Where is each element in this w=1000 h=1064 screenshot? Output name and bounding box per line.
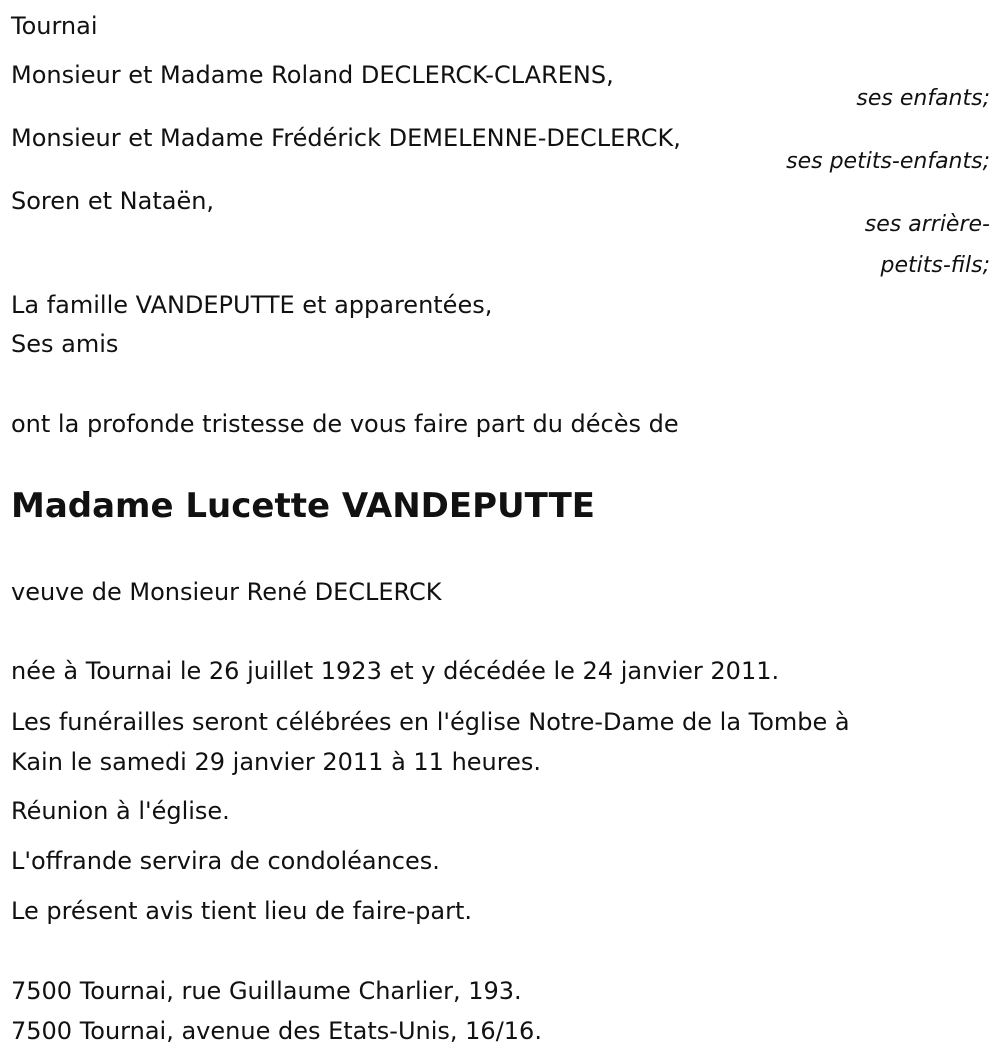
family-member-great-grandchildren: Soren et Nataën, xyxy=(11,187,215,215)
funeral-details-line1: Les funérailles seront célébrées en l'église Notre-Dame de la Tombe à xyxy=(11,708,850,736)
widow-of: veuve de Monsieur René DECLERCK xyxy=(11,578,442,606)
family-extended: La famille VANDEPUTTE et apparentées, xyxy=(11,291,493,319)
family-member-grandchildren: Monsieur et Madame Frédérick DEMELENNE-DECLERCK, xyxy=(11,124,681,152)
offering-note: L'offrande servira de condoléances. xyxy=(11,847,440,875)
announcement-text: ont la profonde tristesse de vous faire part du décès de xyxy=(11,410,679,438)
city-heading: Tournai xyxy=(11,12,98,40)
relation-children: ses enfants; xyxy=(856,86,990,111)
relation-great-grandchildren-line1: ses arrière- xyxy=(864,212,990,237)
address-line: 7500 Tournai, rue Guillaume Charlier, 193. xyxy=(11,977,522,1005)
deceased-name: Madame Lucette VANDEPUTTE xyxy=(11,486,596,526)
relation-grandchildren: ses petits-enfants; xyxy=(786,149,990,174)
address-line: 7500 Tournai, avenue des Etats-Unis, 16/16. xyxy=(11,1017,542,1045)
meeting-place: Réunion à l'église. xyxy=(11,797,230,825)
birth-death-dates: née à Tournai le 26 juillet 1923 et y décédée le 24 janvier 2011. xyxy=(11,657,780,685)
notice-note: Le présent avis tient lieu de faire-part. xyxy=(11,897,473,925)
family-member-children: Monsieur et Madame Roland DECLERCK-CLARENS, xyxy=(11,61,614,89)
funeral-details-line2: Kain le samedi 29 janvier 2011 à 11 heures. xyxy=(11,748,542,776)
friends: Ses amis xyxy=(11,330,119,358)
relation-great-grandchildren-line2: petits-fils; xyxy=(880,253,990,278)
